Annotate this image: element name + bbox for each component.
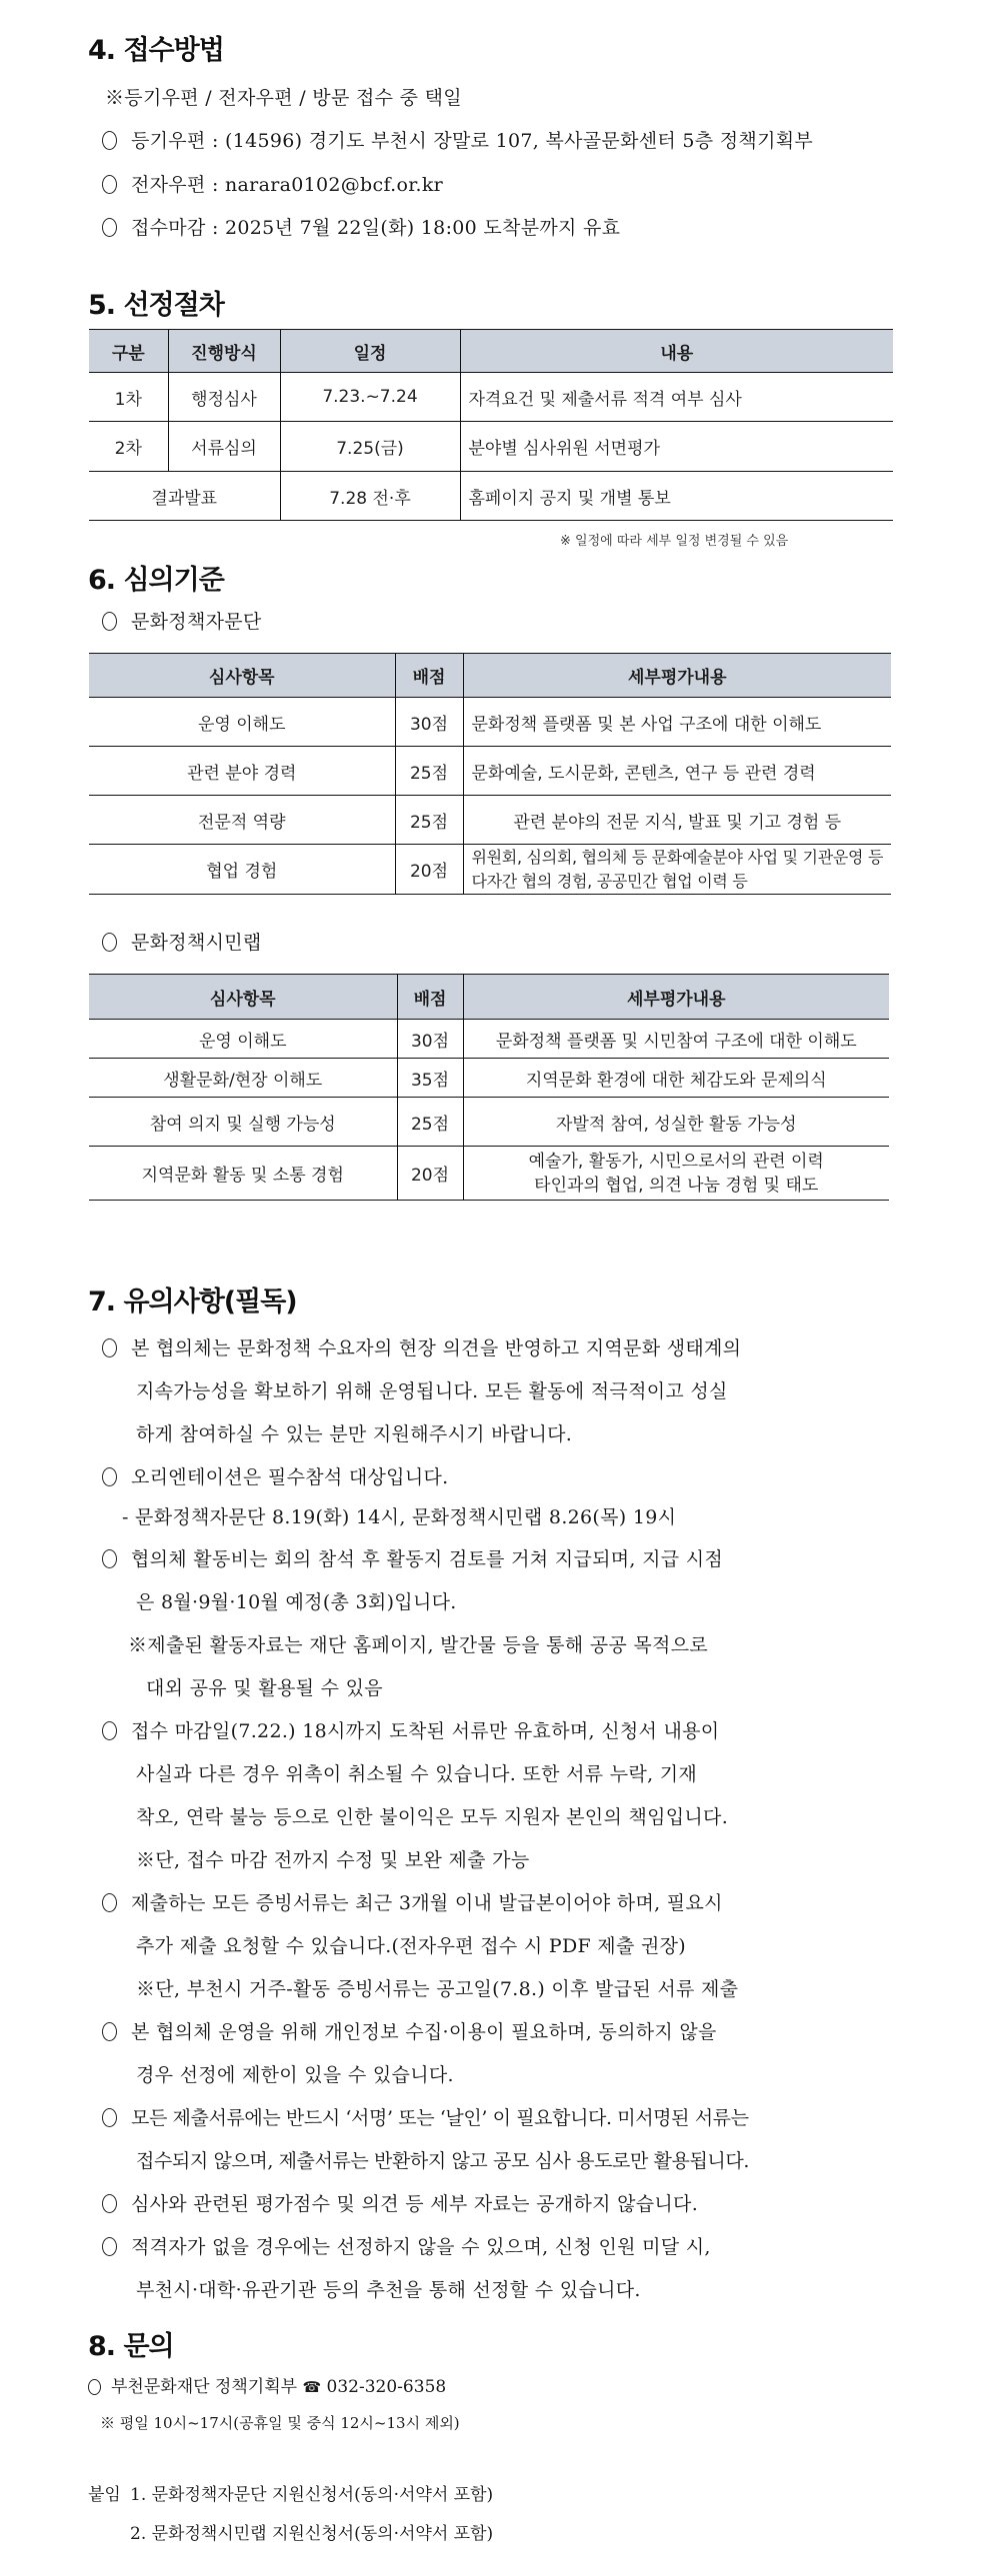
orientation-schedule: - 문화정책자문단 8.19(화) 14시, 문화정책시민랩 8.26(목) 19시 [122, 1506, 677, 1528]
citizen-lab-criteria-table [89, 974, 889, 1201]
notice-line: 부천시·대학·유관기관 등의 추천을 통해 선정할 수 있습니다. [136, 2279, 641, 2301]
selection-procedure-table [89, 329, 893, 521]
bullet-circle-icon [102, 2108, 117, 2127]
table-row: 관련 분야 경력 25점 문화예술, 도시문화, 콘텐츠, 연구 등 관련 경력 [89, 747, 891, 796]
notice-line: 접수되지 않으며, 제출서류는 반환하지 않고 공모 심사 용도로만 활용됩니다. [136, 2150, 749, 2172]
bullet-circle-icon [102, 2237, 117, 2256]
section-7-title: 7. 유의사항(필독) [88, 1287, 297, 1317]
submission-item-deadline: 접수마감 : 2025년 7월 22일(화) 18:00 도착분까지 유효 [102, 213, 620, 240]
section-8-title: 8. 문의 [88, 2331, 174, 2362]
submission-item-email: 전자우편 : narara0102@bcf.or.kr [102, 170, 443, 197]
notice-item: 제출하는 모든 증빙서류는 최근 3개월 이내 발급본이어야 하며, 필요시 [102, 1888, 723, 1915]
table-row: 생활문화/현장 이해도 35점 지역문화 환경에 대한 체감도와 문제의식 [89, 1059, 889, 1098]
bullet-circle-icon [102, 1721, 117, 1740]
section-4-title: 4. 접수방법 [88, 35, 224, 66]
notice-subnote-cont: 대외 공유 및 활용될 수 있음 [146, 1677, 383, 1699]
bullet-circle-icon [102, 2194, 117, 2213]
table-row: 참여 의지 및 실행 가능성 25점 자발적 참여, 성실한 활동 가능성 [89, 1098, 889, 1147]
notice-item: 심사와 관련된 평가점수 및 의견 등 세부 자료는 공개하지 않습니다. [102, 2189, 698, 2216]
group-title-citizen-lab: 문화정책시민랩 [102, 928, 262, 955]
notice-item: 본 협의체는 문화정책 수요자의 현장 의견을 반영하고 지역문화 생태계의 [102, 1333, 741, 1360]
submission-method-note: ※등기우편 / 전자우편 / 방문 접수 중 택일 [105, 87, 462, 109]
table-row: 결과발표 7.28 전·후 홈페이지 공지 및 개별 통보 [89, 472, 893, 521]
phone-number[interactable]: 032-320-6358 [326, 2377, 447, 2397]
bullet-circle-icon [102, 933, 117, 952]
contact-line: 부천문화재단 정책기획부 ☎ 032-320-6358 [88, 2372, 446, 2397]
bullet-circle-icon [102, 612, 117, 631]
table-row: 운영 이해도 30점 문화정책 플랫폼 및 본 사업 구조에 대한 이해도 [89, 698, 891, 747]
notice-line: 지속가능성을 확보하기 위해 운영됩니다. 모든 활동에 적극적이고 성실 [136, 1380, 728, 1402]
notice-item: 모든 제출서류에는 반드시 ‘서명’ 또는 ‘날인’ 이 필요합니다. 미서명된 서류는 [102, 2103, 749, 2130]
schedule-change-note: ※ 일정에 따라 세부 일정 변경될 수 있음 [560, 534, 789, 549]
notice-line: 은 8월·9월·10월 예정(총 3회)입니다. [136, 1591, 457, 1613]
bullet-circle-icon [102, 2022, 117, 2041]
notice-item: 접수 마감일(7.22.) 18시까지 도착된 서류만 유효하며, 신청서 내용이 [102, 1716, 719, 1743]
notice-item: 본 협의체 운영을 위해 개인정보 수집·이용이 필요하며, 동의하지 않을 [102, 2017, 717, 2044]
attachment-item-2: 2. 문화정책시민랩 지원신청서(동의·서약서 포함) [130, 2524, 494, 2544]
notice-line: 경우 선정에 제한이 있을 수 있습니다. [136, 2064, 454, 2086]
submission-item-mail: 등기우편 : (14596) 경기도 부천시 장말로 107, 복사골문화센터 5층 정책기획부 [102, 126, 813, 153]
bullet-circle-icon [102, 175, 117, 194]
attachments-label: 붙임 [88, 2485, 121, 2505]
notice-subnote: ※단, 접수 마감 전까지 수정 및 보완 제출 가능 [136, 1849, 530, 1871]
bullet-circle-icon [102, 218, 117, 237]
notice-line: 추가 제출 요청할 수 있습니다.(전자우편 접수 시 PDF 제출 권장) [136, 1935, 686, 1957]
table-header-row: 구분 진행방식 일정 내용 [89, 330, 893, 373]
table-row: 1차 행정심사 7.23.~7.24 자격요건 및 제출서류 적격 여부 심사 [89, 373, 893, 422]
bullet-circle-icon [88, 2379, 101, 2395]
table-row: 협업 경험 20점 위원회, 심의회, 협의체 등 문화예술분야 사업 및 기관운영 등 다자간 협의 경험, 공공민간 협업 이력 등 [89, 845, 891, 895]
table-row: 지역문화 활동 및 소통 경험 20점 예술가, 활동가, 시민으로서의 관련 이력 타인과의 협업, 의견 나눔 경험 및 태도 [89, 1147, 889, 1201]
table-row: 운영 이해도 30점 문화정책 플랫폼 및 시민참여 구조에 대한 이해도 [89, 1020, 889, 1059]
email-link[interactable]: narara0102@bcf.or.kr [225, 174, 444, 196]
bullet-circle-icon [102, 1893, 117, 1912]
bullet-circle-icon [102, 1467, 117, 1486]
table-row: 전문적 역량 25점 관련 분야의 전문 지식, 발표 및 기고 경험 등 [89, 796, 891, 845]
notice-subnote: ※제출된 활동자료는 재단 홈페이지, 발간물 등을 통해 공공 목적으로 [128, 1634, 709, 1656]
section-6-title: 6. 심의기준 [88, 565, 224, 596]
notice-item: 협의체 활동비는 회의 참석 후 활동지 검토를 거쳐 지급되며, 지급 시점 [102, 1544, 723, 1571]
bullet-circle-icon [102, 131, 117, 150]
notice-subnote: ※단, 부천시 거주-활동 증빙서류는 공고일(7.8.) 이후 발급된 서류 제출 [136, 1978, 739, 2000]
attachment-item-1: 1. 문화정책자문단 지원신청서(동의·서약서 포함) [130, 2485, 494, 2505]
table-row: 2차 서류심의 7.25(금) 분야별 심사위원 서면평가 [89, 422, 893, 472]
notice-item: 적격자가 없을 경우에는 선정하지 않을 수 있으며, 신청 인원 미달 시, [102, 2232, 711, 2259]
notice-item: 오리엔테이션은 필수참석 대상입니다. [102, 1462, 448, 1489]
bullet-circle-icon [102, 1549, 117, 1568]
notice-line: 사실과 다른 경우 위촉이 취소될 수 있습니다. 또한 서류 누락, 기재 [136, 1763, 698, 1785]
table-header-row: 심사항목 배점 세부평가내용 [89, 654, 891, 698]
section-5-title: 5. 선정절차 [88, 290, 224, 321]
phone-icon: ☎ [302, 2378, 322, 2396]
table-header-row: 심사항목 배점 세부평가내용 [89, 975, 889, 1020]
notice-line: 착오, 연락 불능 등으로 인한 불이익은 모두 지원자 본인의 책임입니다. [136, 1806, 729, 1828]
notice-line: 하게 참여하실 수 있는 분만 지원해주시기 바랍니다. [136, 1423, 573, 1445]
advisory-criteria-table [89, 653, 891, 895]
bullet-circle-icon [102, 1338, 117, 1357]
contact-hours-note: ※ 평일 10시~17시(공휴일 및 중식 12시~13시 제외) [100, 2414, 460, 2432]
group-title-advisory: 문화정책자문단 [102, 607, 262, 634]
